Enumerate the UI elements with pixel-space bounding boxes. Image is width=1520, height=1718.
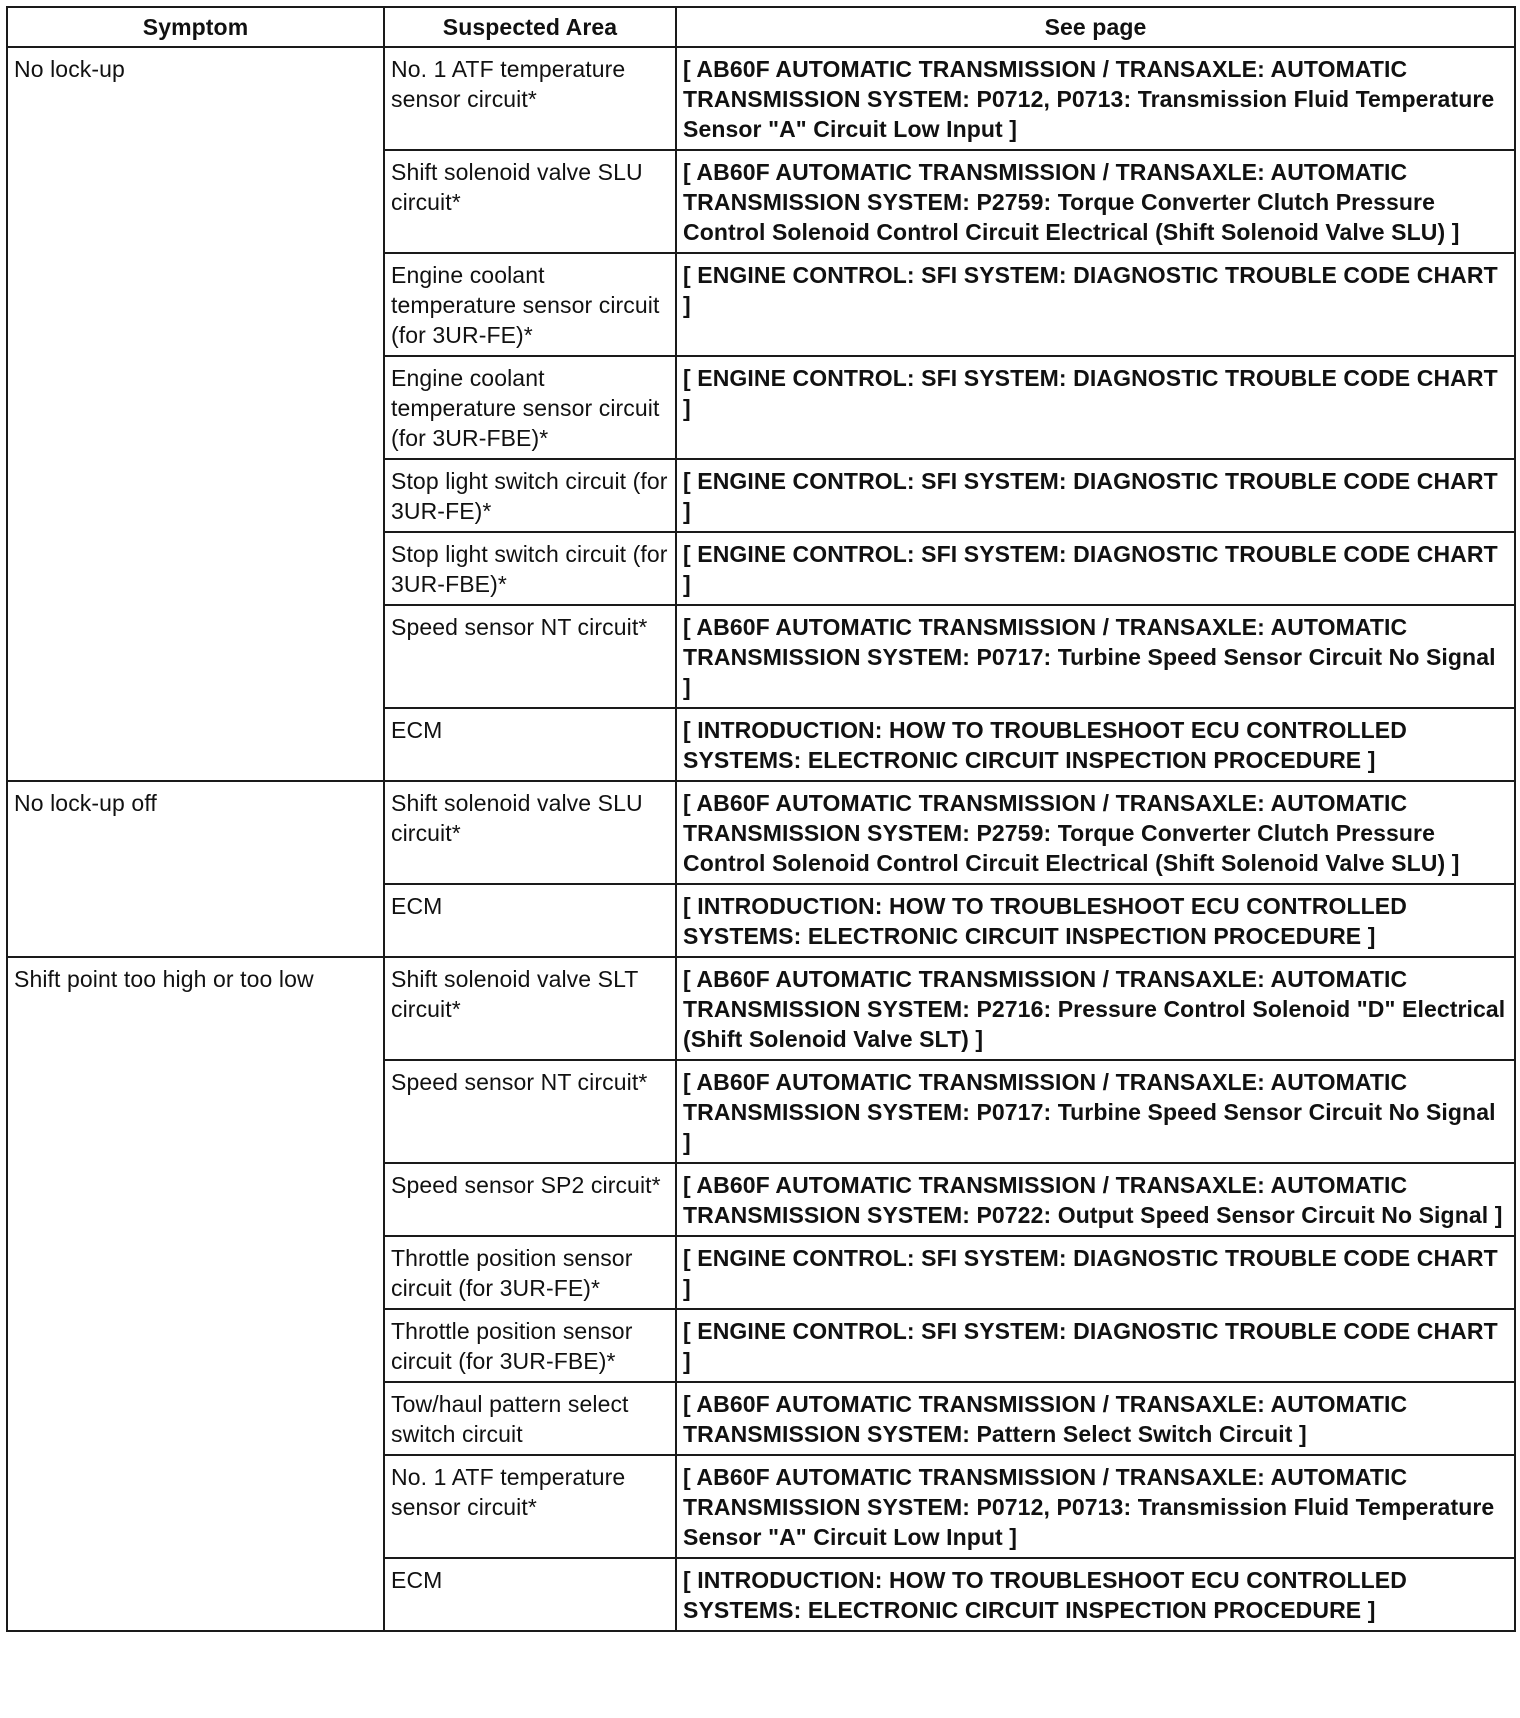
- suspected-area-cell: ECM: [384, 1558, 676, 1631]
- see-page-reference: [ AB60F AUTOMATIC TRANSMISSION / TRANSAXLE: AUTOMATIC TRANSMISSION SYSTEM: P0717: Turbine Speed Sensor Circuit No Signal ]: [676, 1060, 1515, 1163]
- header-row: [7, 7, 1515, 47]
- see-page-reference: [ AB60F AUTOMATIC TRANSMISSION / TRANSAXLE: AUTOMATIC TRANSMISSION SYSTEM: P0712, P0713: Transmission Fluid Temperature Sensor "A" Circuit Low Input ]: [676, 1455, 1515, 1558]
- suspected-area-cell: Shift solenoid valve SLT circuit*: [384, 957, 676, 1060]
- suspected-area-cell: Speed sensor SP2 circuit*: [384, 1163, 676, 1236]
- see-page-reference: [ AB60F AUTOMATIC TRANSMISSION / TRANSAXLE: AUTOMATIC TRANSMISSION SYSTEM: P0712, P0713: Transmission Fluid Temperature Sensor "A" Circuit Low Input ]: [676, 47, 1515, 150]
- suspected-area-cell: No. 1 ATF temperature sensor circuit*: [384, 47, 676, 150]
- see-page-reference: [ INTRODUCTION: HOW TO TROUBLESHOOT ECU CONTROLLED SYSTEMS: ELECTRONIC CIRCUIT INSPECTION PROCEDURE ]: [676, 884, 1515, 957]
- see-page-reference: [ AB60F AUTOMATIC TRANSMISSION / TRANSAXLE: AUTOMATIC TRANSMISSION SYSTEM: P2759: Torque Converter Clutch Pressure Control Solenoid Control Circuit Electrical (Shift Solenoid Valve SLU) ]: [676, 781, 1515, 884]
- see-page-reference: [ INTRODUCTION: HOW TO TROUBLESHOOT ECU CONTROLLED SYSTEMS: ELECTRONIC CIRCUIT INSPECTION PROCEDURE ]: [676, 708, 1515, 781]
- see-page-reference: [ ENGINE CONTROL: SFI SYSTEM: DIAGNOSTIC TROUBLE CODE CHART ]: [676, 532, 1515, 605]
- table-row: [7, 957, 1515, 1060]
- symptom-cell: No lock-up: [7, 47, 384, 781]
- suspected-area-cell: Stop light switch circuit (for 3UR-FE)*: [384, 459, 676, 532]
- symptom-table: [6, 6, 1516, 1632]
- see-page-reference: [ AB60F AUTOMATIC TRANSMISSION / TRANSAXLE: AUTOMATIC TRANSMISSION SYSTEM: Pattern Select Switch Circuit ]: [676, 1382, 1515, 1455]
- suspected-area-cell: Engine coolant temperature sensor circuit (for 3UR-FE)*: [384, 253, 676, 356]
- suspected-area-cell: ECM: [384, 708, 676, 781]
- suspected-area-cell: Engine coolant temperature sensor circuit (for 3UR-FBE)*: [384, 356, 676, 459]
- see-page-reference: [ ENGINE CONTROL: SFI SYSTEM: DIAGNOSTIC TROUBLE CODE CHART ]: [676, 1236, 1515, 1309]
- suspected-area-cell: Speed sensor NT circuit*: [384, 1060, 676, 1163]
- suspected-area-cell: No. 1 ATF temperature sensor circuit*: [384, 1455, 676, 1558]
- suspected-area-cell: Stop light switch circuit (for 3UR-FBE)*: [384, 532, 676, 605]
- suspected-area-cell: Shift solenoid valve SLU circuit*: [384, 781, 676, 884]
- header-symptom: Symptom: [7, 7, 384, 47]
- suspected-area-cell: Shift solenoid valve SLU circuit*: [384, 150, 676, 253]
- symptom-cell: No lock-up off: [7, 781, 384, 957]
- see-page-reference: [ ENGINE CONTROL: SFI SYSTEM: DIAGNOSTIC TROUBLE CODE CHART ]: [676, 356, 1515, 459]
- header-suspected-area: Suspected Area: [384, 7, 676, 47]
- table-row: [7, 47, 1515, 150]
- see-page-reference: [ ENGINE CONTROL: SFI SYSTEM: DIAGNOSTIC TROUBLE CODE CHART ]: [676, 459, 1515, 532]
- see-page-reference: [ ENGINE CONTROL: SFI SYSTEM: DIAGNOSTIC TROUBLE CODE CHART ]: [676, 253, 1515, 356]
- table-body: [7, 47, 1515, 1631]
- see-page-reference: [ AB60F AUTOMATIC TRANSMISSION / TRANSAXLE: AUTOMATIC TRANSMISSION SYSTEM: P0722: Output Speed Sensor Circuit No Signal ]: [676, 1163, 1515, 1236]
- suspected-area-cell: Speed sensor NT circuit*: [384, 605, 676, 708]
- see-page-reference: [ AB60F AUTOMATIC TRANSMISSION / TRANSAXLE: AUTOMATIC TRANSMISSION SYSTEM: P2716: Pressure Control Solenoid "D" Electrical (Shift Solenoid Valve SLT) ]: [676, 957, 1515, 1060]
- see-page-reference: [ AB60F AUTOMATIC TRANSMISSION / TRANSAXLE: AUTOMATIC TRANSMISSION SYSTEM: P2759: Torque Converter Clutch Pressure Control Solenoid Control Circuit Electrical (Shift Solenoid Valve SLU) ]: [676, 150, 1515, 253]
- troubleshooting-sheet: [6, 6, 1516, 1632]
- symptom-cell: Shift point too high or too low: [7, 957, 384, 1631]
- suspected-area-cell: Throttle position sensor circuit (for 3UR-FE)*: [384, 1236, 676, 1309]
- see-page-reference: [ INTRODUCTION: HOW TO TROUBLESHOOT ECU CONTROLLED SYSTEMS: ELECTRONIC CIRCUIT INSPECTION PROCEDURE ]: [676, 1558, 1515, 1631]
- suspected-area-cell: Tow/haul pattern select switch circuit: [384, 1382, 676, 1455]
- suspected-area-cell: Throttle position sensor circuit (for 3UR-FBE)*: [384, 1309, 676, 1382]
- see-page-reference: [ AB60F AUTOMATIC TRANSMISSION / TRANSAXLE: AUTOMATIC TRANSMISSION SYSTEM: P0717: Turbine Speed Sensor Circuit No Signal ]: [676, 605, 1515, 708]
- header-see-page: See page: [676, 7, 1515, 47]
- table-row: [7, 781, 1515, 884]
- see-page-reference: [ ENGINE CONTROL: SFI SYSTEM: DIAGNOSTIC TROUBLE CODE CHART ]: [676, 1309, 1515, 1382]
- suspected-area-cell: ECM: [384, 884, 676, 957]
